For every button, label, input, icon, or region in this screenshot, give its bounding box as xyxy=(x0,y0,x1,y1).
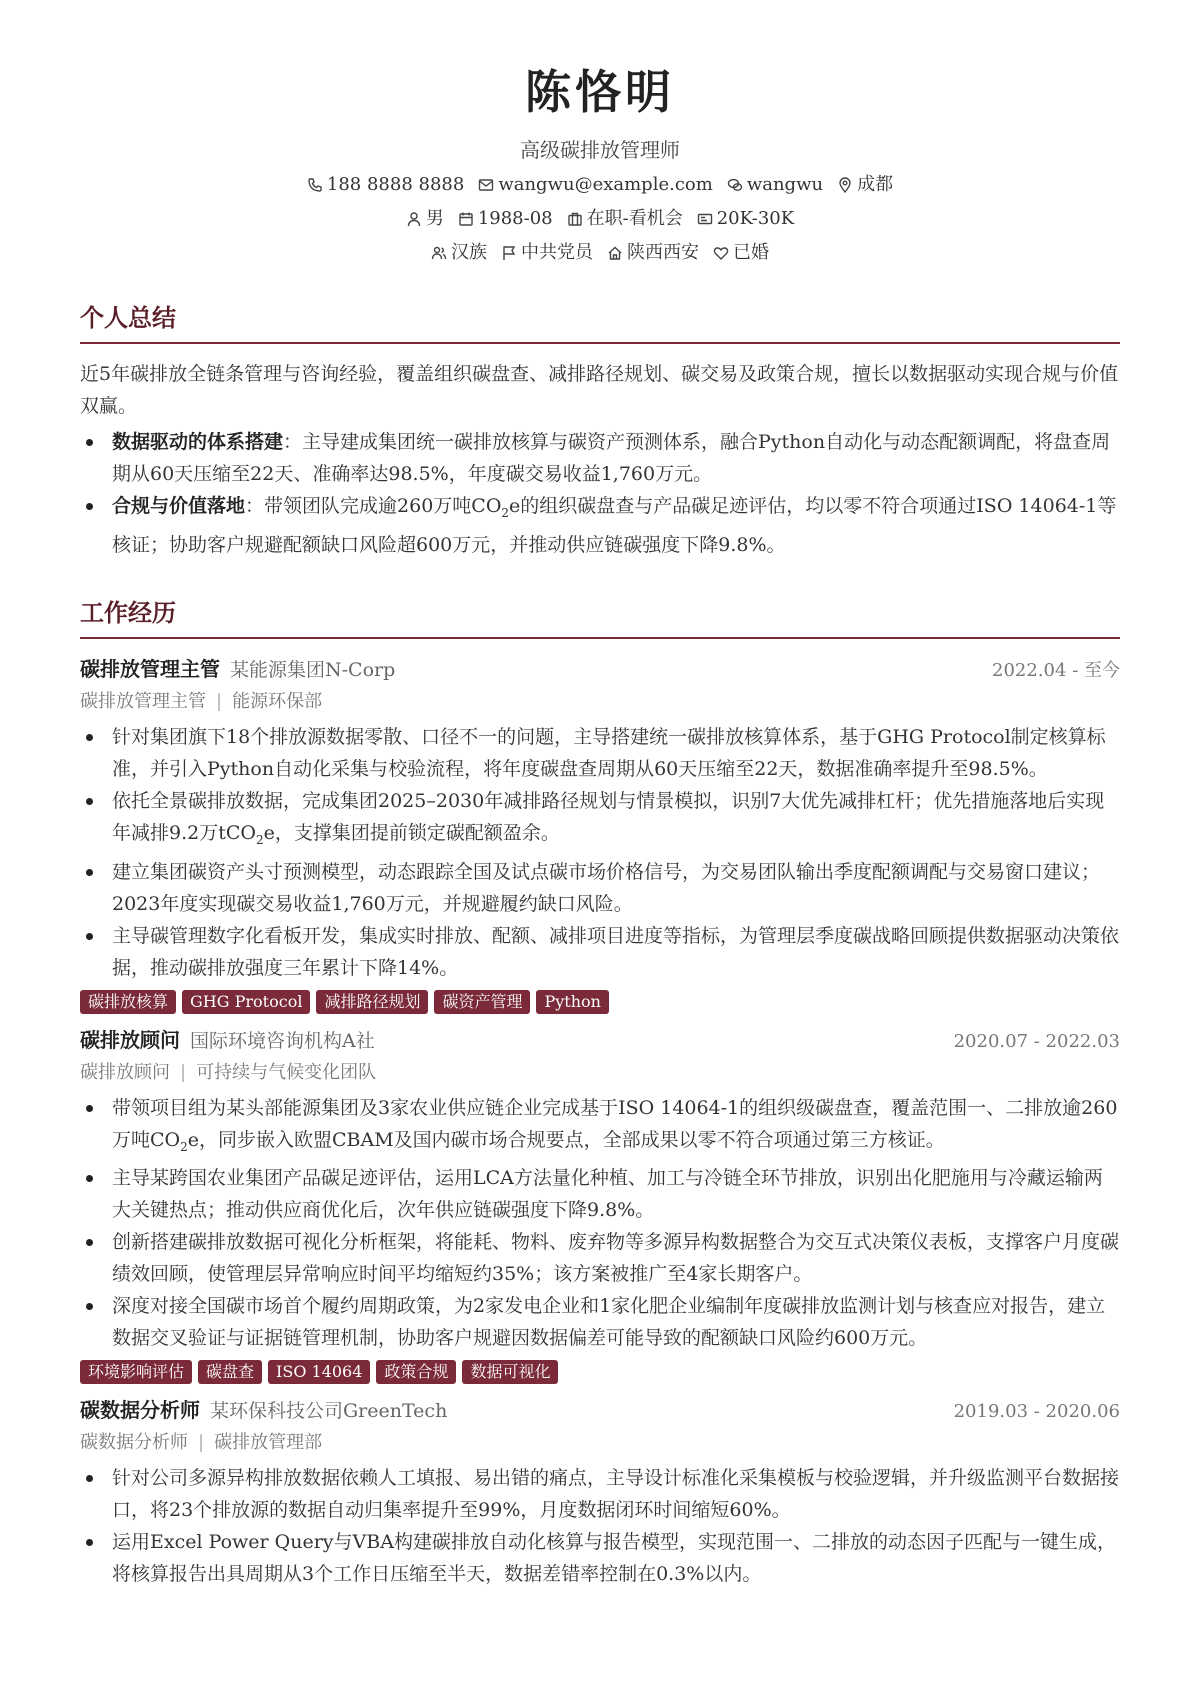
job-entry xyxy=(80,653,1120,1014)
summary-point-text-after: e的组织碳盘查与产品碳足迹评估，均以零不符合项通过ISO 14064-1等核证；协助客户规避配额缺口风险超600万元，并推动供应链碳强度下降9.8%。 xyxy=(112,495,1117,556)
wechat-item xyxy=(727,172,823,198)
user-icon xyxy=(406,211,422,227)
job-dept: 可持续与气候变化团队 xyxy=(196,1061,377,1083)
wechat-text: wangwu xyxy=(746,174,824,195)
job-company: 某环保科技公司GreenTech xyxy=(210,1400,448,1423)
skill-tags xyxy=(80,1360,1120,1384)
summary-heading: 个人总结 xyxy=(80,303,176,332)
summary-point xyxy=(112,490,1120,561)
phone-text: 188 8888 8888 xyxy=(326,174,465,195)
job-head xyxy=(80,653,1120,687)
political-text: 中共党员 xyxy=(521,242,593,263)
job-bullet-text-after: e，支撑集团提前锁定碳配额盈余。 xyxy=(263,821,560,844)
summary-point-label: 合规与价值落地 xyxy=(112,495,246,517)
job-head xyxy=(80,1024,1120,1058)
mail-icon xyxy=(478,177,494,193)
skill-tag: Python xyxy=(536,990,608,1014)
location-text: 成都 xyxy=(857,174,894,195)
job-bullet-text: 带领项目组为某头部能源集团及3家农业供应链企业完成基于ISO 14064-1的组织级碳盘查，覆盖范围一、二排放逾260万吨CO xyxy=(112,1096,1118,1151)
basic-info-row xyxy=(0,206,1200,232)
flag-icon xyxy=(501,245,517,261)
gender-text: 男 xyxy=(425,208,444,229)
summary-intro: 近5年碳排放全链条管理与咨询经验，覆盖组织碳盘查、减排路径规划、碳交易及政策合规，擅长以数据驱动实现合规与价值双赢。 xyxy=(80,363,1119,417)
job-bullets xyxy=(80,1092,1120,1355)
experience-section xyxy=(80,595,1120,1591)
status-text: 在职-看机会 xyxy=(586,208,683,229)
email-item xyxy=(478,172,713,198)
job-bullet: 创新搭建碳排放数据可视化分析框架，将能耗、物料、废弃物等多源异构数据整合为交互式决策仪表板，支撑客户月度碳绩效回顾，使管理层异常响应时间平均缩短约35%；该方案被推广至4家长期客户。 xyxy=(112,1226,1120,1290)
salary-text: 20K-30K xyxy=(716,208,795,229)
experience-heading: 工作经历 xyxy=(80,597,176,627)
skill-tag: 碳排放核算 xyxy=(80,990,176,1014)
hometown-text: 陕西西安 xyxy=(627,242,699,263)
resume-body xyxy=(0,300,1200,1590)
summary-point xyxy=(112,426,1120,490)
separator: | xyxy=(216,690,223,712)
candidate-title: 高级碳排放管理师 xyxy=(520,138,680,162)
skill-tag: 政策合规 xyxy=(376,1360,456,1384)
job-bullets xyxy=(80,1462,1120,1590)
summary-point-label: 数据驱动的体系搭建 xyxy=(112,431,284,453)
hometown-item xyxy=(607,240,699,266)
subscript: 2 xyxy=(501,505,510,520)
job-head xyxy=(80,1394,1120,1428)
salary-icon xyxy=(697,211,713,227)
birth-text: 1988-08 xyxy=(477,208,553,229)
job-title-group xyxy=(80,653,395,687)
wechat-icon xyxy=(727,177,743,193)
job-bullet: 建立集团碳资产头寸预测模型，动态跟踪全国及试点碳市场价格信号，为交易团队输出季度配额调配与交易窗口建议；2023年度实现碳交易收益1,760万元，并规避履约缺口风险。 xyxy=(112,856,1120,920)
personal-info-row xyxy=(0,240,1200,266)
job-bullet: 针对公司多源异构排放数据依赖人工填报、易出错的痛点，主导设计标准化采集模板与校验逻辑，并升级监测平台数据接口，将23个排放源的数据自动归集率提升至99%，月度数据闭环时间缩短60%。 xyxy=(112,1462,1120,1526)
ethnicity-item xyxy=(431,240,487,266)
status-item xyxy=(567,206,683,232)
calendar-icon xyxy=(458,211,474,227)
job-title-group xyxy=(80,1024,375,1058)
summary-section xyxy=(80,300,1120,561)
job-role: 碳排放管理主管 xyxy=(80,690,206,712)
phone-icon xyxy=(307,177,323,193)
marital-item xyxy=(713,240,769,266)
job-title-group xyxy=(80,1394,447,1428)
job-bullet-text-after: e，同步嵌入欧盟CBAM及国内碳市场合规要点，全部成果以零不符合项通过第三方核证。 xyxy=(187,1128,945,1151)
job-entry xyxy=(80,1024,1120,1385)
experience-section-header xyxy=(80,595,1120,639)
job-company: 国际环境咨询机构A社 xyxy=(190,1029,375,1052)
email-text: wangwu@example.com xyxy=(498,174,713,195)
skill-tag: ISO 14064 xyxy=(268,1360,370,1384)
subscript: 2 xyxy=(180,1139,188,1154)
job-date: 2019.03 - 2020.06 xyxy=(953,1401,1120,1423)
job-dept: 能源环保部 xyxy=(232,690,323,712)
skill-tag: 碳资产管理 xyxy=(434,990,530,1014)
summary-point-text: ：带领团队完成逾260万吨CO xyxy=(245,495,502,517)
job-subtitle xyxy=(80,687,1120,717)
skill-tag: 减排路径规划 xyxy=(316,990,428,1014)
job-role: 碳排放顾问 xyxy=(80,1061,170,1083)
candidate-name: 陈恪明 xyxy=(525,65,675,119)
job-bullet: 主导某跨国农业集团产品碳足迹评估，运用LCA方法量化种植、加工与冷链全环节排放，识别出化肥施用与冷藏运输两大关键热点；推动供应商优化后，次年供应链碳强度下降9.8%。 xyxy=(112,1162,1120,1226)
summary-point-text: ：主导建成集团统一碳排放核算与碳资产预测体系，融合Python自动化与动态配额调配，将盘查周期从60天压缩至22天、准确率达98.5%，年度碳交易收益1,760万元。 xyxy=(112,431,1111,485)
job-subtitle xyxy=(80,1058,1120,1088)
job-title: 碳排放管理主管 xyxy=(80,656,220,681)
skill-tag: 环境影响评估 xyxy=(80,1360,192,1384)
separator: | xyxy=(180,1061,187,1083)
separator: | xyxy=(198,1432,205,1454)
job-bullet xyxy=(112,1092,1120,1163)
phone-item xyxy=(307,172,464,198)
job-entry xyxy=(80,1394,1120,1590)
ethnicity-icon xyxy=(431,245,447,261)
job-company: 某能源集团N-Corp xyxy=(230,658,396,681)
summary-points xyxy=(80,426,1120,561)
job-bullet-text: 依托全景碳排放数据，完成集团2025–2030年减排路径规划与情景模拟，识别7大优先减排杠杆；优先措施落地后实现年减排9.2万tCO xyxy=(112,789,1105,844)
location-icon xyxy=(837,177,853,193)
skill-tag: 碳盘查 xyxy=(198,1360,262,1384)
salary-item xyxy=(697,206,794,232)
heart-icon xyxy=(713,245,729,261)
marital-text: 已婚 xyxy=(733,242,769,263)
job-role: 碳数据分析师 xyxy=(80,1432,188,1454)
job-title: 碳数据分析师 xyxy=(80,1398,200,1423)
job-subtitle xyxy=(80,1428,1120,1458)
job-bullet: 深度对接全国碳市场首个履约周期政策，为2家发电企业和1家化肥企业编制年度碳排放监测计划与核查应对报告，建立数据交叉验证与证据链管理机制，协助客户规避因数据偏差可能导致的配额缺口风险约600万元。 xyxy=(112,1290,1120,1354)
job-date: 2020.07 - 2022.03 xyxy=(953,1030,1120,1052)
location-item xyxy=(837,172,893,198)
gender-item xyxy=(406,206,444,232)
job-date: 2022.04 - 至今 xyxy=(992,659,1120,681)
subscript: 2 xyxy=(255,832,264,847)
contact-row xyxy=(0,172,1200,198)
job-bullet: 运用Excel Power Query与VBA构建碳排放自动化核算与报告模型，实现范围一、二排放的动态因子匹配与一键生成，将核算报告出具周期从3个工作日压缩至半天，数据差错率控制在0.3%以内。 xyxy=(112,1526,1120,1590)
political-item xyxy=(501,240,593,266)
job-bullet xyxy=(112,785,1120,856)
briefcase-icon xyxy=(567,211,583,227)
skill-tag: 数据可视化 xyxy=(462,1360,558,1384)
birth-item xyxy=(458,206,553,232)
summary-section-header xyxy=(80,300,1120,344)
home-icon xyxy=(607,245,623,261)
job-title: 碳排放顾问 xyxy=(80,1027,180,1052)
job-bullet: 针对集团旗下18个排放源数据零散、口径不一的问题，主导搭建统一碳排放核算体系，基于GHG Protocol制定核算标准，并引入Python自动化采集与校验流程，将年度碳盘查周期从60天压缩至22天，数据准确率提升至98.5%。 xyxy=(112,721,1120,785)
skill-tag: GHG Protocol xyxy=(182,990,310,1014)
resume-header xyxy=(0,0,1200,266)
job-bullets xyxy=(80,721,1120,984)
job-dept: 碳排放管理部 xyxy=(214,1432,323,1454)
ethnicity-text: 汉族 xyxy=(451,242,487,263)
job-bullet: 主导碳管理数字化看板开发，集成实时排放、配额、减排项目进度等指标，为管理层季度碳战略回顾提供数据驱动决策依据，推动碳排放强度三年累计下降14%。 xyxy=(112,920,1120,984)
skill-tags xyxy=(80,990,1120,1014)
